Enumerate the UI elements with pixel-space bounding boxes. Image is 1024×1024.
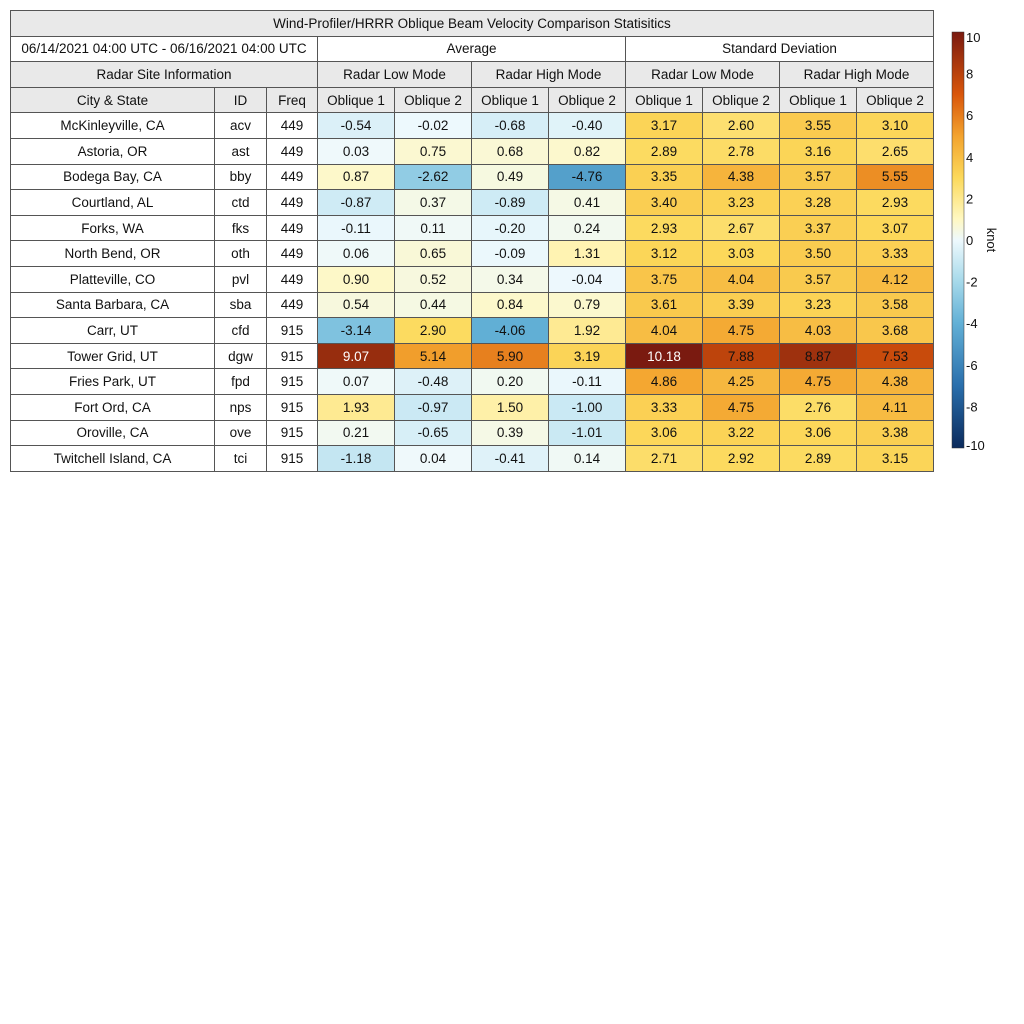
value-cell: 1.92 [549, 318, 626, 344]
value-cell: 2.92 [703, 446, 780, 472]
id-cell: dgw [215, 343, 267, 369]
id-column-header: ID [215, 87, 267, 113]
city-cell: North Bend, OR [11, 241, 215, 267]
city-column-header: City & State [11, 87, 215, 113]
value-cell: 3.37 [780, 215, 857, 241]
value-cell: 0.84 [472, 292, 549, 318]
id-cell: ctd [215, 190, 267, 216]
value-cell: 4.86 [626, 369, 703, 395]
colorbar-legend [950, 30, 1020, 460]
colorbar-tick-label: 2 [966, 191, 974, 207]
site-info-header: Radar Site Information [11, 62, 318, 88]
value-cell: 4.25 [703, 369, 780, 395]
colorbar-gradient [952, 32, 964, 448]
colorbar-tick-label: 6 [966, 108, 974, 124]
value-cell: 3.33 [626, 394, 703, 420]
beam-header: Oblique 2 [395, 87, 472, 113]
value-cell: 0.79 [549, 292, 626, 318]
table-row [11, 215, 934, 241]
value-cell: 2.89 [780, 446, 857, 472]
value-cell: 0.24 [549, 215, 626, 241]
value-cell: 2.71 [626, 446, 703, 472]
value-cell: 3.33 [857, 241, 934, 267]
id-cell: pvl [215, 266, 267, 292]
value-cell: 0.68 [472, 138, 549, 164]
value-cell: 2.90 [395, 318, 472, 344]
table-row [11, 446, 934, 472]
city-cell: Oroville, CA [11, 420, 215, 446]
value-cell: -0.97 [395, 394, 472, 420]
freq-cell: 449 [267, 113, 318, 139]
freq-cell: 449 [267, 215, 318, 241]
average-header: Average [318, 36, 626, 62]
city-cell: Tower Grid, UT [11, 343, 215, 369]
value-cell: 0.90 [318, 266, 395, 292]
value-cell: -0.48 [395, 369, 472, 395]
freq-cell: 915 [267, 369, 318, 395]
value-cell: 3.40 [626, 190, 703, 216]
value-cell: 3.23 [780, 292, 857, 318]
table-row [11, 420, 934, 446]
comparison-table [10, 10, 934, 472]
value-cell: 0.65 [395, 241, 472, 267]
value-cell: 5.55 [857, 164, 934, 190]
freq-column-header: Freq [267, 87, 318, 113]
value-cell: 0.87 [318, 164, 395, 190]
value-cell: 5.90 [472, 343, 549, 369]
value-cell: 3.19 [549, 343, 626, 369]
value-cell: 3.23 [703, 190, 780, 216]
id-cell: oth [215, 241, 267, 267]
value-cell: 3.06 [626, 420, 703, 446]
value-cell: 10.18 [626, 343, 703, 369]
value-cell: -0.11 [318, 215, 395, 241]
table-row [11, 318, 934, 344]
beam-header: Oblique 1 [472, 87, 549, 113]
colorbar-unit-label: knot [984, 227, 999, 253]
std-dev-header: Standard Deviation [626, 36, 934, 62]
value-cell: 0.41 [549, 190, 626, 216]
city-cell: Courtland, AL [11, 190, 215, 216]
table-row [11, 343, 934, 369]
value-cell: -0.20 [472, 215, 549, 241]
value-cell: 4.38 [857, 369, 934, 395]
table-row [11, 394, 934, 420]
city-cell: McKinleyville, CA [11, 113, 215, 139]
value-cell: 3.07 [857, 215, 934, 241]
id-cell: ast [215, 138, 267, 164]
beam-header: Oblique 2 [703, 87, 780, 113]
value-cell: 4.11 [857, 394, 934, 420]
value-cell: -0.89 [472, 190, 549, 216]
table-row [11, 164, 934, 190]
date-range: 06/14/2021 04:00 UTC - 06/16/2021 04:00 UTC [11, 36, 318, 62]
beam-header: Oblique 2 [857, 87, 934, 113]
value-cell: 7.88 [703, 343, 780, 369]
freq-cell: 915 [267, 420, 318, 446]
colorbar-tick-label: -2 [966, 274, 978, 290]
table-row [11, 190, 934, 216]
value-cell: 2.60 [703, 113, 780, 139]
value-cell: 7.53 [857, 343, 934, 369]
std-low-mode-header: Radar Low Mode [626, 62, 780, 88]
city-cell: Platteville, CO [11, 266, 215, 292]
table-row [11, 138, 934, 164]
value-cell: 0.82 [549, 138, 626, 164]
id-cell: bby [215, 164, 267, 190]
value-cell: -0.65 [395, 420, 472, 446]
value-cell: 0.06 [318, 241, 395, 267]
value-cell: 2.93 [857, 190, 934, 216]
beam-header: Oblique 1 [780, 87, 857, 113]
value-cell: 3.03 [703, 241, 780, 267]
value-cell: 2.93 [626, 215, 703, 241]
value-cell: 3.15 [857, 446, 934, 472]
freq-cell: 449 [267, 292, 318, 318]
beam-header: Oblique 1 [318, 87, 395, 113]
value-cell: 0.39 [472, 420, 549, 446]
value-cell: 3.28 [780, 190, 857, 216]
value-cell: 2.76 [780, 394, 857, 420]
freq-cell: 449 [267, 164, 318, 190]
colorbar-tick-label: 4 [966, 149, 974, 165]
value-cell: 3.22 [703, 420, 780, 446]
id-cell: ove [215, 420, 267, 446]
value-cell: 3.38 [857, 420, 934, 446]
value-cell: -1.01 [549, 420, 626, 446]
freq-cell: 449 [267, 138, 318, 164]
value-cell: 3.61 [626, 292, 703, 318]
value-cell: 4.38 [703, 164, 780, 190]
value-cell: 3.68 [857, 318, 934, 344]
city-cell: Bodega Bay, CA [11, 164, 215, 190]
colorbar-tick-label: 0 [966, 233, 974, 248]
table-title: Wind-Profiler/HRRR Oblique Beam Velocity Comparison Statisitics [11, 11, 934, 37]
value-cell: 0.52 [395, 266, 472, 292]
id-cell: cfd [215, 318, 267, 344]
id-cell: acv [215, 113, 267, 139]
value-cell: -0.54 [318, 113, 395, 139]
value-cell: 0.21 [318, 420, 395, 446]
value-cell: 3.57 [780, 164, 857, 190]
value-cell: -0.11 [549, 369, 626, 395]
value-cell: -0.40 [549, 113, 626, 139]
value-cell: 0.37 [395, 190, 472, 216]
value-cell: 0.20 [472, 369, 549, 395]
value-cell: -0.09 [472, 241, 549, 267]
value-cell: 0.04 [395, 446, 472, 472]
value-cell: 1.31 [549, 241, 626, 267]
city-cell: Fort Ord, CA [11, 394, 215, 420]
value-cell: 3.12 [626, 241, 703, 267]
value-cell: 4.75 [703, 318, 780, 344]
colorbar-tick-label: -4 [966, 316, 978, 332]
value-cell: -4.06 [472, 318, 549, 344]
value-cell: 3.16 [780, 138, 857, 164]
value-cell: 0.54 [318, 292, 395, 318]
freq-cell: 449 [267, 241, 318, 267]
value-cell: -0.68 [472, 113, 549, 139]
value-cell: 4.75 [780, 369, 857, 395]
value-cell: 0.34 [472, 266, 549, 292]
value-cell: 3.55 [780, 113, 857, 139]
value-cell: 2.78 [703, 138, 780, 164]
value-cell: -0.41 [472, 446, 549, 472]
value-cell: 4.75 [703, 394, 780, 420]
value-cell: 0.75 [395, 138, 472, 164]
value-cell: -0.87 [318, 190, 395, 216]
colorbar-tick-label: 10 [966, 30, 981, 45]
table-row [11, 241, 934, 267]
value-cell: 1.93 [318, 394, 395, 420]
value-cell: 3.75 [626, 266, 703, 292]
value-cell: 3.58 [857, 292, 934, 318]
freq-cell: 915 [267, 343, 318, 369]
value-cell: 0.07 [318, 369, 395, 395]
city-cell: Carr, UT [11, 318, 215, 344]
value-cell: 2.67 [703, 215, 780, 241]
value-cell: -3.14 [318, 318, 395, 344]
value-cell: 3.57 [780, 266, 857, 292]
value-cell: 2.89 [626, 138, 703, 164]
beam-header: Oblique 1 [626, 87, 703, 113]
value-cell: 8.87 [780, 343, 857, 369]
value-cell: 5.14 [395, 343, 472, 369]
value-cell: 4.12 [857, 266, 934, 292]
table-row [11, 369, 934, 395]
avg-high-mode-header: Radar High Mode [472, 62, 626, 88]
city-cell: Twitchell Island, CA [11, 446, 215, 472]
id-cell: sba [215, 292, 267, 318]
id-cell: tci [215, 446, 267, 472]
value-cell: -1.18 [318, 446, 395, 472]
freq-cell: 449 [267, 190, 318, 216]
city-cell: Astoria, OR [11, 138, 215, 164]
std-high-mode-header: Radar High Mode [780, 62, 934, 88]
freq-cell: 449 [267, 266, 318, 292]
value-cell: 3.35 [626, 164, 703, 190]
value-cell: 3.39 [703, 292, 780, 318]
value-cell: -0.04 [549, 266, 626, 292]
value-cell: 2.65 [857, 138, 934, 164]
value-cell: 0.11 [395, 215, 472, 241]
value-cell: 0.49 [472, 164, 549, 190]
freq-cell: 915 [267, 394, 318, 420]
value-cell: 1.50 [472, 394, 549, 420]
avg-low-mode-header: Radar Low Mode [318, 62, 472, 88]
id-cell: fks [215, 215, 267, 241]
value-cell: 4.04 [626, 318, 703, 344]
value-cell: -0.02 [395, 113, 472, 139]
city-cell: Santa Barbara, CA [11, 292, 215, 318]
value-cell: -2.62 [395, 164, 472, 190]
city-cell: Forks, WA [11, 215, 215, 241]
colorbar-tick-label: -8 [966, 399, 978, 415]
value-cell: 4.03 [780, 318, 857, 344]
value-cell: 4.04 [703, 266, 780, 292]
beam-header: Oblique 2 [549, 87, 626, 113]
value-cell: 3.06 [780, 420, 857, 446]
value-cell: -1.00 [549, 394, 626, 420]
value-cell: 3.17 [626, 113, 703, 139]
value-cell: 0.44 [395, 292, 472, 318]
value-cell: -4.76 [549, 164, 626, 190]
freq-cell: 915 [267, 318, 318, 344]
value-cell: 3.10 [857, 113, 934, 139]
table-row [11, 113, 934, 139]
id-cell: fpd [215, 369, 267, 395]
id-cell: nps [215, 394, 267, 420]
value-cell: 0.03 [318, 138, 395, 164]
freq-cell: 915 [267, 446, 318, 472]
city-cell: Fries Park, UT [11, 369, 215, 395]
colorbar-tick-label: 8 [966, 66, 974, 82]
value-cell: 3.50 [780, 241, 857, 267]
colorbar-tick-label: -6 [966, 357, 978, 373]
colorbar-tick-label: -10 [966, 438, 985, 453]
value-cell: 9.07 [318, 343, 395, 369]
table-row [11, 266, 934, 292]
table-row [11, 292, 934, 318]
value-cell: 0.14 [549, 446, 626, 472]
